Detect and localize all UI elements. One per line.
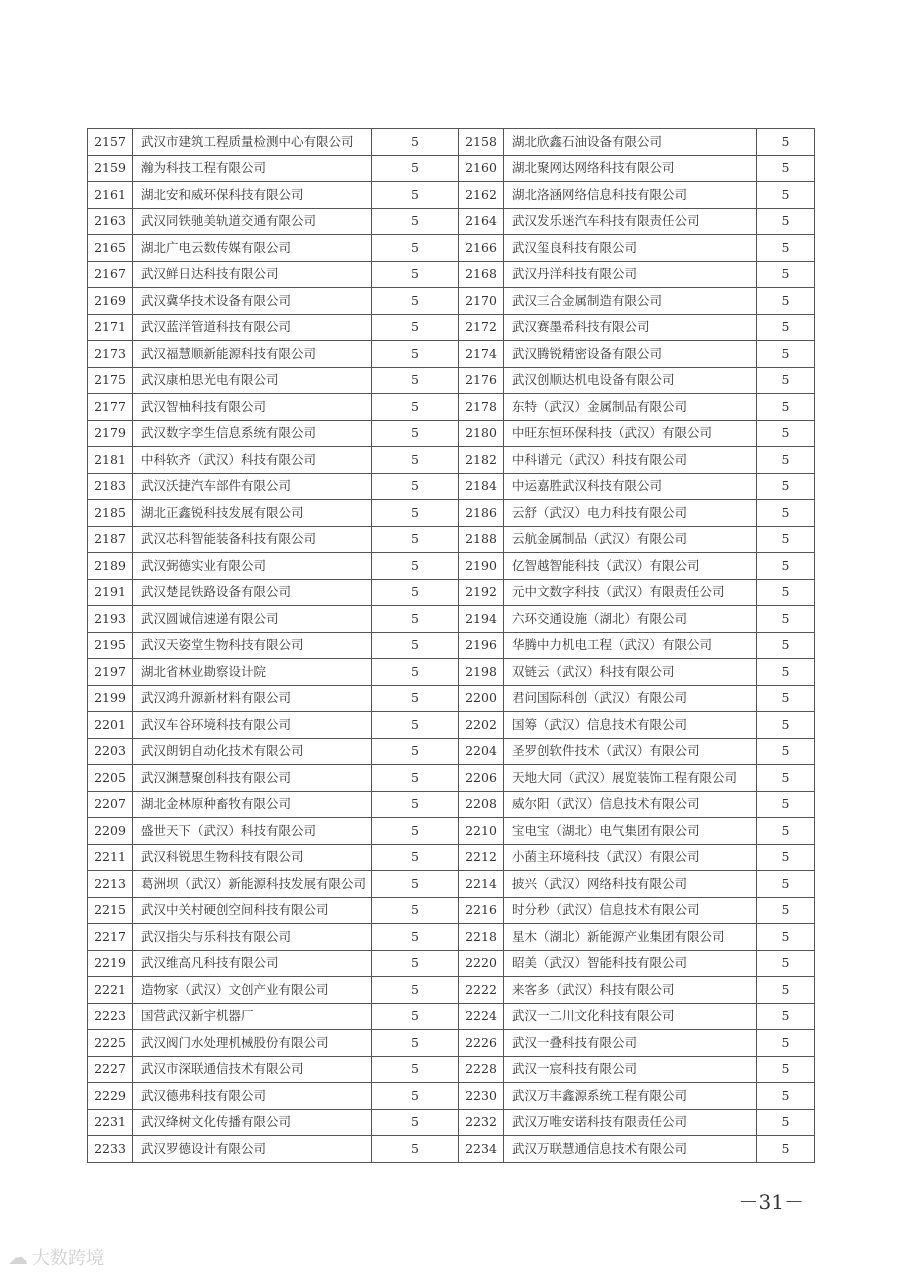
score: 5 [372,685,459,712]
company-list-table [87,128,815,1163]
row-number: 2231 [88,1109,133,1136]
score: 5 [372,950,459,977]
page-number: －31－ [738,1190,804,1214]
score: 5 [372,447,459,474]
row-number: 2175 [88,367,133,394]
row-number: 2190 [459,553,504,580]
score: 5 [757,314,815,341]
table-row [88,897,815,924]
score: 5 [372,235,459,262]
score: 5 [757,579,815,606]
company-name: 武汉车谷环境科技有限公司 [133,712,372,739]
table-row [88,924,815,951]
company-name: 湖北欣鑫石油设备有限公司 [504,129,757,156]
company-name: 湖北金林原种畜牧有限公司 [133,791,372,818]
table-body [88,129,815,1163]
company-name: 小菌主环境科技（武汉）有限公司 [504,844,757,871]
row-number: 2228 [459,1056,504,1083]
score: 5 [757,791,815,818]
score: 5 [372,844,459,871]
row-number: 2220 [459,950,504,977]
table-row [88,341,815,368]
company-name: 湖北广电云数传媒有限公司 [133,235,372,262]
score: 5 [757,818,815,845]
table-row [88,712,815,739]
score: 5 [372,367,459,394]
row-number: 2167 [88,261,133,288]
company-name: 武汉鸿升源新材料有限公司 [133,685,372,712]
score: 5 [372,738,459,765]
table-row [88,129,815,156]
watermark-text: 大数跨境 [32,1248,104,1269]
row-number: 2160 [459,155,504,182]
score: 5 [757,685,815,712]
table-row [88,659,815,686]
company-name: 中科谱元（武汉）科技有限公司 [504,447,757,474]
score: 5 [757,1136,815,1163]
score: 5 [372,712,459,739]
score: 5 [372,208,459,235]
row-number: 2219 [88,950,133,977]
score: 5 [757,1056,815,1083]
company-name: 武汉赛墨希科技有限公司 [504,314,757,341]
company-name: 武汉楚昆铁路设备有限公司 [133,579,372,606]
company-name: 造物家（武汉）文创产业有限公司 [133,977,372,1004]
row-number: 2188 [459,526,504,553]
row-number: 2211 [88,844,133,871]
score: 5 [372,314,459,341]
company-name: 双链云（武汉）科技有限公司 [504,659,757,686]
row-number: 2194 [459,606,504,633]
company-name: 盛世天下（武汉）科技有限公司 [133,818,372,845]
table-row [88,1109,815,1136]
row-number: 2176 [459,367,504,394]
score: 5 [757,341,815,368]
company-name: 来客多（武汉）科技有限公司 [504,977,757,1004]
row-number: 2171 [88,314,133,341]
row-number: 2168 [459,261,504,288]
company-name: 武汉万联慧通信息技术有限公司 [504,1136,757,1163]
score: 5 [757,924,815,951]
table-row [88,738,815,765]
row-number: 2166 [459,235,504,262]
company-name: 武汉绛树文化传播有限公司 [133,1109,372,1136]
company-name: 武汉智柚科技有限公司 [133,394,372,421]
score: 5 [757,235,815,262]
company-name: 披兴（武汉）网络科技有限公司 [504,871,757,898]
company-name: 圣罗创软件技术（武汉）有限公司 [504,738,757,765]
company-name: 威尔阳（武汉）信息技术有限公司 [504,791,757,818]
company-name: 武汉玺良科技有限公司 [504,235,757,262]
company-name: 湖北聚网达网络科技有限公司 [504,155,757,182]
company-name: 武汉天姿堂生物科技有限公司 [133,632,372,659]
row-number: 2189 [88,553,133,580]
row-number: 2169 [88,288,133,315]
score: 5 [372,871,459,898]
row-number: 2198 [459,659,504,686]
row-number: 2217 [88,924,133,951]
company-name: 中科软齐（武汉）科技有限公司 [133,447,372,474]
table-row [88,473,815,500]
row-number: 2182 [459,447,504,474]
table-row [88,632,815,659]
table-row [88,420,815,447]
row-number: 2158 [459,129,504,156]
score: 5 [372,1030,459,1057]
company-name: 武汉德弗科技有限公司 [133,1083,372,1110]
score: 5 [757,1109,815,1136]
row-number: 2181 [88,447,133,474]
row-number: 2204 [459,738,504,765]
table-row [88,765,815,792]
score: 5 [372,1136,459,1163]
score: 5 [372,129,459,156]
row-number: 2223 [88,1003,133,1030]
score: 5 [372,924,459,951]
score: 5 [757,871,815,898]
company-name: 武汉指尖与乐科技有限公司 [133,924,372,951]
table-row [88,950,815,977]
company-name: 天地大同（武汉）展览装饰工程有限公司 [504,765,757,792]
table-row [88,1030,815,1057]
row-number: 2195 [88,632,133,659]
table-row [88,818,815,845]
table-row [88,553,815,580]
company-name: 葛洲坝（武汉）新能源科技发展有限公司 [133,871,372,898]
row-number: 2157 [88,129,133,156]
table-row [88,500,815,527]
score: 5 [372,1083,459,1110]
row-number: 2163 [88,208,133,235]
table-row [88,182,815,209]
score: 5 [372,341,459,368]
company-name: 云航金属制品（武汉）有限公司 [504,526,757,553]
score: 5 [372,420,459,447]
row-number: 2218 [459,924,504,951]
score: 5 [372,155,459,182]
score: 5 [757,950,815,977]
score: 5 [372,765,459,792]
company-name: 武汉市建筑工程质量检测中心有限公司 [133,129,372,156]
cloud-logo-icon: ☁ [8,1245,28,1269]
table-row [88,155,815,182]
company-name: 中旺东恒环保科技（武汉）有限公司 [504,420,757,447]
company-name: 武汉创顺达机电设备有限公司 [504,367,757,394]
company-name: 武汉圆诚信速递有限公司 [133,606,372,633]
company-name: 武汉数字孪生信息系统有限公司 [133,420,372,447]
row-number: 2222 [459,977,504,1004]
company-name: 武汉三合金属制造有限公司 [504,288,757,315]
company-name: 昭美（武汉）智能科技有限公司 [504,950,757,977]
score: 5 [372,500,459,527]
company-name: 武汉罗德设计有限公司 [133,1136,372,1163]
score: 5 [757,420,815,447]
company-name: 武汉冀华技术设备有限公司 [133,288,372,315]
company-name: 武汉一宸科技有限公司 [504,1056,757,1083]
score: 5 [757,447,815,474]
row-number: 2196 [459,632,504,659]
row-number: 2183 [88,473,133,500]
company-name: 湖北正鑫锐科技发展有限公司 [133,500,372,527]
score: 5 [372,632,459,659]
company-name: 武汉维高凡科技有限公司 [133,950,372,977]
score: 5 [372,606,459,633]
row-number: 2162 [459,182,504,209]
score: 5 [372,579,459,606]
score: 5 [757,1003,815,1030]
score: 5 [372,1003,459,1030]
score: 5 [372,977,459,1004]
company-name: 武汉万唯安诺科技有限责任公司 [504,1109,757,1136]
score: 5 [757,897,815,924]
score: 5 [757,712,815,739]
table-row [88,314,815,341]
row-number: 2203 [88,738,133,765]
company-name: 武汉一叠科技有限公司 [504,1030,757,1057]
row-number: 2232 [459,1109,504,1136]
score: 5 [372,897,459,924]
table-row [88,606,815,633]
company-name: 亿智越智能科技（武汉）有限公司 [504,553,757,580]
company-name: 星木（湖北）新能源产业集团有限公司 [504,924,757,951]
company-name: 武汉市深联通信技术有限公司 [133,1056,372,1083]
row-number: 2179 [88,420,133,447]
score: 5 [757,394,815,421]
score: 5 [757,473,815,500]
table-row [88,261,815,288]
table-row [88,447,815,474]
score: 5 [757,765,815,792]
score: 5 [757,155,815,182]
row-number: 2209 [88,818,133,845]
score: 5 [372,659,459,686]
score: 5 [757,553,815,580]
score: 5 [757,367,815,394]
table-row [88,977,815,1004]
score: 5 [757,288,815,315]
row-number: 2215 [88,897,133,924]
table-row [88,791,815,818]
row-number: 2172 [459,314,504,341]
score: 5 [372,553,459,580]
table-row [88,394,815,421]
company-name: 武汉芯科智能装备科技有限公司 [133,526,372,553]
score: 5 [757,526,815,553]
company-name: 元中文数字科技（武汉）有限责任公司 [504,579,757,606]
row-number: 2224 [459,1003,504,1030]
score: 5 [372,1109,459,1136]
company-name: 武汉万丰鑫源系统工程有限公司 [504,1083,757,1110]
company-name: 宝电宝（湖北）电气集团有限公司 [504,818,757,845]
row-number: 2205 [88,765,133,792]
company-name: 武汉一二川文化科技有限公司 [504,1003,757,1030]
score: 5 [757,844,815,871]
company-name: 国营武汉新宇机器厂 [133,1003,372,1030]
score: 5 [372,791,459,818]
company-name: 华腾中力机电工程（武汉）有限公司 [504,632,757,659]
score: 5 [757,1083,815,1110]
row-number: 2159 [88,155,133,182]
table-row [88,367,815,394]
score: 5 [372,288,459,315]
score: 5 [372,261,459,288]
table-row [88,208,815,235]
company-name: 湖北省林业勘察设计院 [133,659,372,686]
company-name: 武汉丹洋科技有限公司 [504,261,757,288]
score: 5 [372,1056,459,1083]
score: 5 [372,182,459,209]
score: 5 [372,526,459,553]
company-name: 武汉同铁驰美轨道交通有限公司 [133,208,372,235]
table-row [88,526,815,553]
table-row [88,1136,815,1163]
score: 5 [757,977,815,1004]
row-number: 2221 [88,977,133,1004]
company-name: 武汉腾锐精密设备有限公司 [504,341,757,368]
company-name: 武汉弼德实业有限公司 [133,553,372,580]
score: 5 [757,500,815,527]
score: 5 [757,129,815,156]
score: 5 [757,632,815,659]
row-number: 2200 [459,685,504,712]
row-number: 2165 [88,235,133,262]
table-row [88,235,815,262]
company-name: 武汉发乐迷汽车科技有限责任公司 [504,208,757,235]
row-number: 2191 [88,579,133,606]
company-name: 武汉康柏思光电有限公司 [133,367,372,394]
company-name: 武汉福慧顺新能源科技有限公司 [133,341,372,368]
company-name: 湖北安和威环保科技有限公司 [133,182,372,209]
company-name: 中运嘉胜武汉科技有限公司 [504,473,757,500]
row-number: 2197 [88,659,133,686]
row-number: 2210 [459,818,504,845]
row-number: 2212 [459,844,504,871]
row-number: 2193 [88,606,133,633]
row-number: 2187 [88,526,133,553]
row-number: 2208 [459,791,504,818]
row-number: 2164 [459,208,504,235]
table-row [88,871,815,898]
table-row [88,579,815,606]
row-number: 2229 [88,1083,133,1110]
row-number: 2234 [459,1136,504,1163]
row-number: 2225 [88,1030,133,1057]
row-number: 2230 [459,1083,504,1110]
score: 5 [757,606,815,633]
score: 5 [757,1030,815,1057]
row-number: 2202 [459,712,504,739]
row-number: 2201 [88,712,133,739]
score: 5 [372,394,459,421]
table-row [88,685,815,712]
score: 5 [757,659,815,686]
row-number: 2170 [459,288,504,315]
row-number: 2185 [88,500,133,527]
score: 5 [372,818,459,845]
company-name: 武汉鲜日达科技有限公司 [133,261,372,288]
company-name: 瀚为科技工程有限公司 [133,155,372,182]
company-name: 时分秒（武汉）信息技术有限公司 [504,897,757,924]
table-row [88,1056,815,1083]
score: 5 [757,738,815,765]
score: 5 [757,182,815,209]
company-name: 武汉沃捷汽车部件有限公司 [133,473,372,500]
company-name: 六环交通设施（湖北）有限公司 [504,606,757,633]
company-name: 云舒（武汉）电力科技有限公司 [504,500,757,527]
row-number: 2184 [459,473,504,500]
table-row [88,844,815,871]
row-number: 2199 [88,685,133,712]
company-name: 武汉蓝洋管道科技有限公司 [133,314,372,341]
company-name: 湖北洛涵网络信息科技有限公司 [504,182,757,209]
row-number: 2173 [88,341,133,368]
score: 5 [372,473,459,500]
table-row [88,1003,815,1030]
row-number: 2192 [459,579,504,606]
table-row [88,288,815,315]
row-number: 2207 [88,791,133,818]
row-number: 2227 [88,1056,133,1083]
row-number: 2226 [459,1030,504,1057]
watermark [8,1244,104,1270]
company-name: 武汉朗钥自动化技术有限公司 [133,738,372,765]
row-number: 2178 [459,394,504,421]
company-name: 武汉阀门水处理机械股份有限公司 [133,1030,372,1057]
row-number: 2206 [459,765,504,792]
row-number: 2180 [459,420,504,447]
row-number: 2216 [459,897,504,924]
row-number: 2233 [88,1136,133,1163]
row-number: 2177 [88,394,133,421]
row-number: 2214 [459,871,504,898]
company-name: 君问国际科创（武汉）有限公司 [504,685,757,712]
table-row [88,1083,815,1110]
score: 5 [757,261,815,288]
score: 5 [757,208,815,235]
company-name: 武汉渊慧聚创科技有限公司 [133,765,372,792]
company-name: 武汉科锐思生物科技有限公司 [133,844,372,871]
row-number: 2174 [459,341,504,368]
row-number: 2161 [88,182,133,209]
company-name: 东特（武汉）金属制品有限公司 [504,394,757,421]
row-number: 2186 [459,500,504,527]
row-number: 2213 [88,871,133,898]
company-name: 国筹（武汉）信息技术有限公司 [504,712,757,739]
company-name: 武汉中关村硬创空间科技有限公司 [133,897,372,924]
